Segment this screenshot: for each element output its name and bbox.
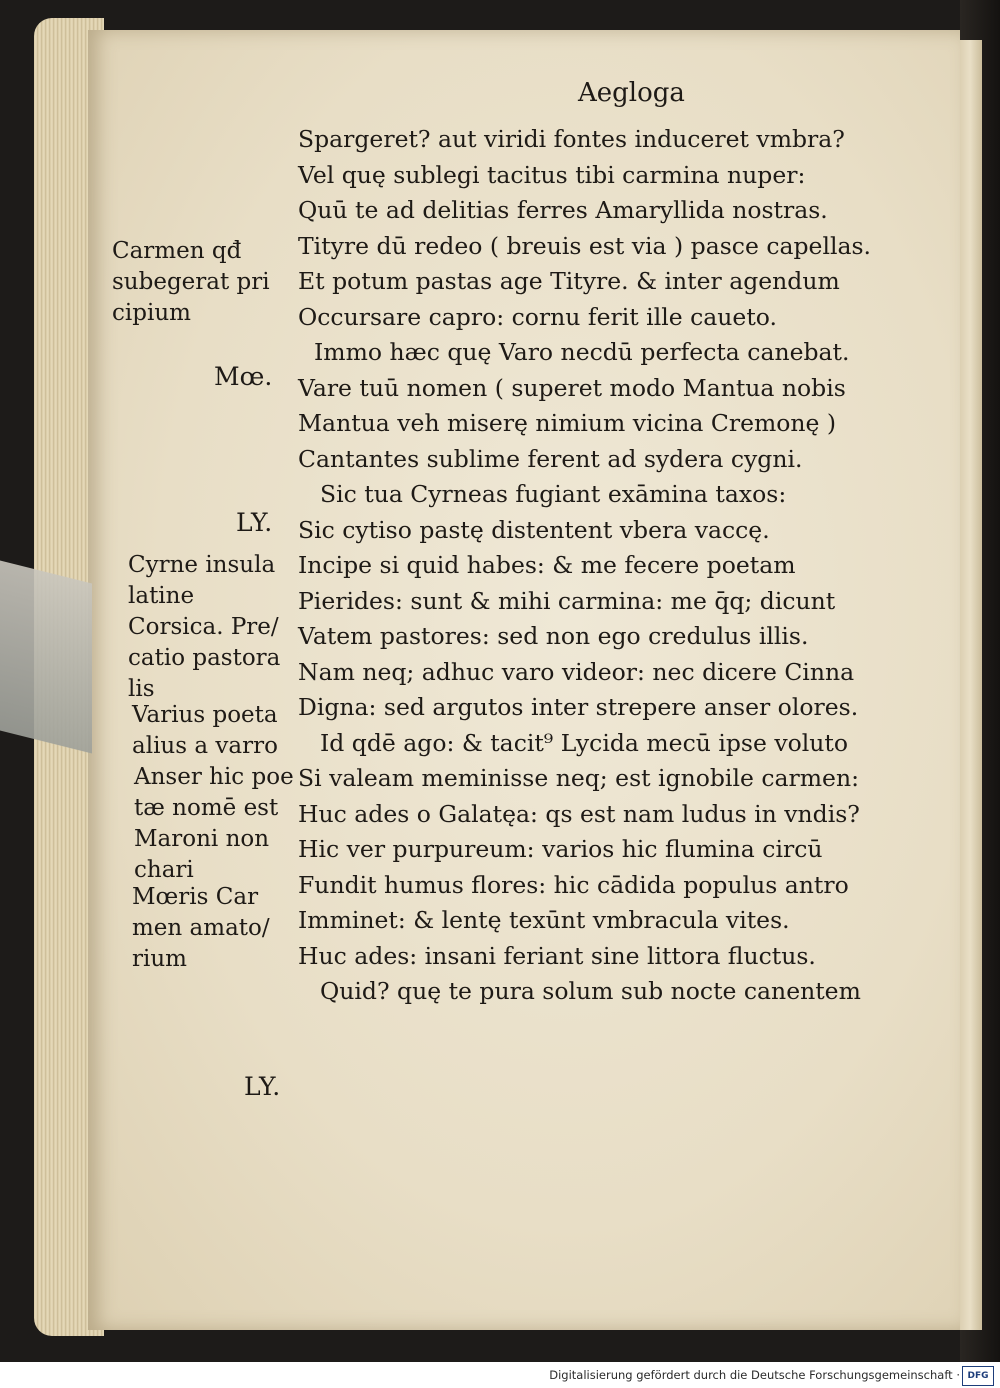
page-heading: Aegloga	[578, 78, 685, 108]
funding-notice: Digitalisierung gefördert durch die Deutsche Forschungsgemeinschaft ·	[549, 1368, 960, 1382]
margin-gloss-carmen	[112, 236, 270, 329]
verse-line: Huc ades: insani feriant sine littora fluctus.	[298, 941, 816, 970]
verse-line: Pierides: sunt & mihi carmina: me q̄q; dicunt	[298, 586, 836, 615]
speaker-label-lycidas: LY.	[236, 508, 273, 537]
gloss-line: Corsica. Pre/	[128, 614, 279, 640]
gloss-line: cipium	[112, 300, 191, 326]
margin-gloss-varius	[132, 700, 278, 762]
gloss-line: Anser hic poe	[134, 764, 294, 790]
gloss-line: latine	[128, 583, 195, 609]
verse-line: Quid? quę te pura solum sub nocte canentem	[320, 977, 861, 1005]
gloss-line: men amato/	[132, 915, 270, 941]
verse-line: Et potum pastas age Tityre. & inter agendum	[298, 267, 840, 295]
verse-line: Vare tuū nomen ( superet modo Mantua nobis	[298, 373, 846, 402]
verse-line: Nam neq; adhuc varo videor: nec dicere Cinna	[298, 657, 855, 686]
verse-line: Spargeret? aut viridi fontes induceret vmbra?	[298, 125, 845, 153]
verse-line: Incipe si quid habes: & me fecere poetam	[298, 551, 796, 579]
verse-line: Sic tua Cyrneas fugiant exāmina taxos:	[320, 480, 787, 508]
verse-line: Vel quę sublegi tacitus tibi carmina nuper:	[298, 160, 806, 189]
verse-line: Vatem pastores: sed non ego credulus illis.	[298, 622, 809, 650]
footer-bar	[0, 1362, 1000, 1388]
gloss-line: alius a varro	[132, 733, 278, 759]
verse-line: Id qdē ago: & tacit⁹ Lycida mecū ipse voluto	[320, 728, 848, 757]
verse-line: Digna: sed argutos inter strepere anser olores.	[298, 693, 859, 721]
gloss-line: chari	[134, 857, 194, 883]
gloss-line: lis	[128, 676, 155, 702]
margin-gloss-cyrne	[128, 550, 280, 705]
verse-line: Quū te ad delitias ferres Amaryllida nostras.	[298, 196, 828, 224]
next-page-edge	[958, 40, 982, 1330]
verse-line: Si valeam meminisse neq; est ignobile carmen:	[298, 764, 859, 792]
verse-line: Fundit humus flores: hic cādida populus antro	[298, 870, 849, 899]
verse-line: Cantantes sublime ferent ad sydera cygni.	[298, 444, 803, 473]
bookmark-tab	[0, 561, 92, 754]
gloss-line: Varius poeta	[132, 702, 278, 728]
gloss-line: Maroni non	[134, 826, 270, 852]
speaker-label-lycidas: LY.	[244, 1072, 281, 1101]
speaker-label-moeris: Mœ.	[214, 362, 273, 391]
verse-line: Tityre dū redeo ( breuis est via ) pasce capellas.	[298, 231, 872, 260]
verse-line: Immo hæc quę Varo necdū perfecta canebat.	[314, 338, 850, 366]
gloss-line: tæ nomē est	[134, 795, 279, 821]
verse-line: Mantua veh miserę nimium vicina Cremonę )	[298, 409, 837, 437]
gloss-line: Cyrne insula	[128, 552, 276, 578]
gloss-line: rium	[132, 946, 187, 972]
gloss-line: catio pastora	[128, 645, 281, 671]
margin-gloss-anser	[134, 762, 294, 886]
verse-line: Sic cytiso pastę distentent vbera vaccę.	[298, 515, 770, 544]
verse-line: Huc ades o Galatęa: qs est nam ludus in vndis?	[298, 799, 860, 828]
poem-text	[298, 122, 918, 1010]
margin-gloss-moeris	[132, 882, 270, 975]
gloss-line: Mœris Car	[132, 884, 259, 910]
gloss-line: subegerat pri	[112, 269, 270, 295]
gloss-line: Carmen qđ	[112, 238, 242, 264]
dfg-logo-icon: DFG	[962, 1366, 994, 1386]
verse-line: Occursare capro: cornu ferit ille caueto.	[298, 302, 777, 331]
verse-line: Hic ver purpureum: varios hic flumina circū	[298, 835, 823, 863]
verse-line: Imminet: & lentę texūnt vmbracula vites.	[298, 906, 790, 934]
